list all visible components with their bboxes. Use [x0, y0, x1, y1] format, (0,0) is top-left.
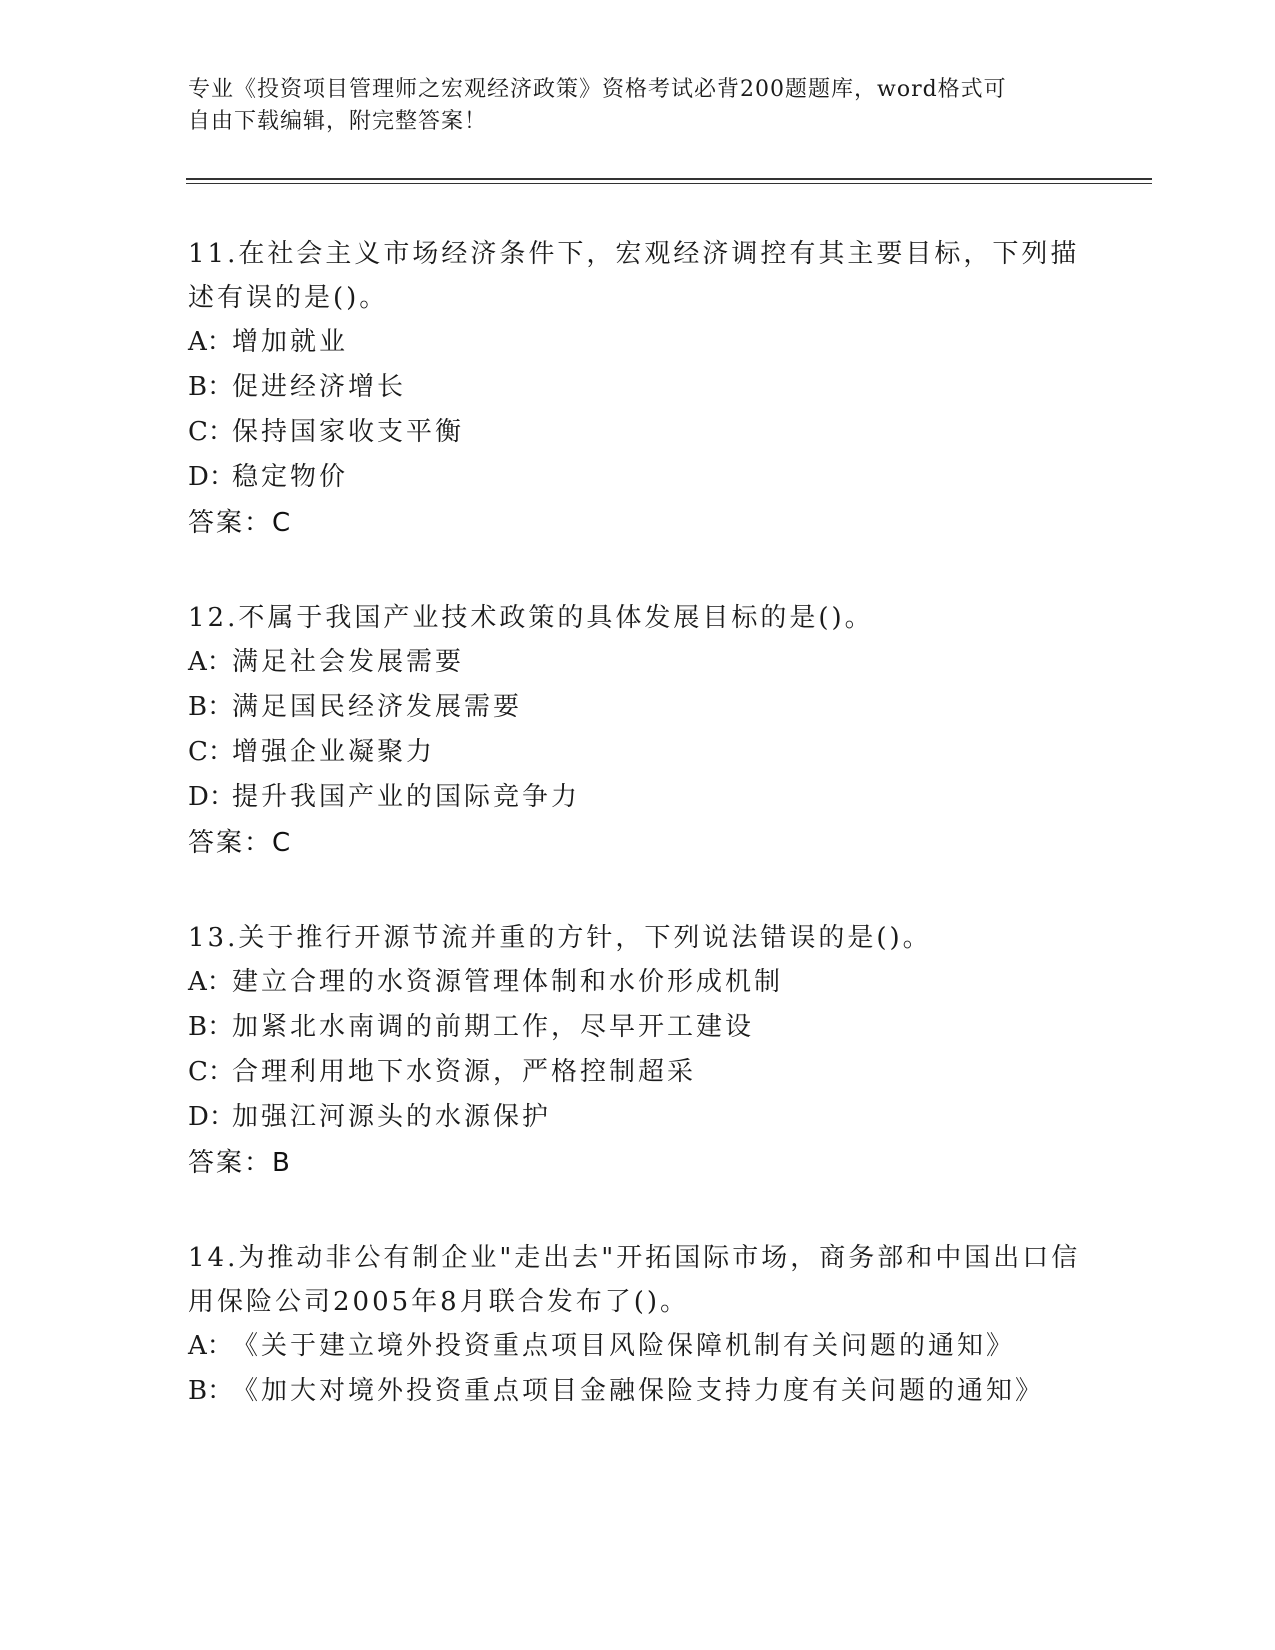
- option-d: [188, 775, 1088, 820]
- header-line-1: 专业《投资项目管理师之宏观经济政策》资格考试必背200题题库，word格式可: [188, 77, 1007, 102]
- header-line-2: 自由下载编辑，附完整答案！: [188, 109, 488, 134]
- option-c: [188, 410, 1088, 455]
- option-text: 《加大对境外投资重点项目金融保险支持力度有关问题的通知》: [232, 1376, 1045, 1406]
- option-text: 满足社会发展需要: [232, 647, 465, 677]
- option-key: C：: [188, 737, 234, 767]
- option-a: [188, 640, 1088, 685]
- option-text: 建立合理的水资源管理体制和水价形成机制: [232, 967, 784, 997]
- answer-line: [188, 820, 1088, 866]
- option-text: 《关于建立境外投资重点项目风险保障机制有关问题的通知》: [232, 1331, 1016, 1361]
- option-b: [188, 1005, 1088, 1050]
- question-text: 13.关于推行开源节流并重的方针，下列说法错误的是()。: [188, 923, 932, 953]
- option-text: 加紧北水南调的前期工作，尽早开工建设: [232, 1012, 755, 1042]
- answer-line: [188, 500, 1088, 546]
- option-a: [188, 320, 1088, 365]
- question-12: [188, 596, 1088, 866]
- question-text: 11.在社会主义市场经济条件下，宏观经济调控有其主要目标，下列描述有误的是()。: [188, 239, 1080, 313]
- answer-label: 答案：: [188, 508, 273, 538]
- option-text: 增加就业: [232, 327, 349, 357]
- option-key: A：: [188, 967, 233, 997]
- option-key: B：: [188, 1012, 234, 1042]
- header-divider-thin: [186, 183, 1152, 184]
- option-key: D：: [188, 782, 235, 812]
- option-d: [188, 455, 1088, 500]
- question-11: [188, 232, 1088, 546]
- answer-label: 答案：: [188, 1148, 273, 1178]
- answer-value: B: [272, 1148, 292, 1178]
- option-key: B：: [188, 1376, 234, 1406]
- option-c: [188, 730, 1088, 775]
- answer-value: C: [272, 508, 293, 538]
- option-key: C：: [188, 417, 234, 447]
- answer-line: [188, 1140, 1088, 1186]
- option-b: [188, 365, 1088, 410]
- option-b: [188, 1369, 1088, 1414]
- option-c: [188, 1050, 1088, 1095]
- option-key: B：: [188, 692, 234, 722]
- document-header: [188, 74, 1068, 138]
- option-key: D：: [188, 462, 235, 492]
- option-text: 保持国家收支平衡: [232, 417, 465, 447]
- header-divider-thick: [186, 178, 1152, 180]
- option-a: [188, 1324, 1088, 1369]
- option-key: A：: [188, 327, 233, 357]
- option-text: 满足国民经济发展需要: [232, 692, 523, 722]
- option-key: D：: [188, 1102, 235, 1132]
- option-text: 促进经济增长: [232, 372, 407, 402]
- question-text: 12.不属于我国产业技术政策的具体发展目标的是()。: [188, 603, 874, 633]
- option-key: A：: [188, 1331, 233, 1361]
- option-d: [188, 1095, 1088, 1140]
- option-text: 稳定物价: [232, 462, 349, 492]
- option-a: [188, 960, 1088, 1005]
- question-13: [188, 916, 1088, 1186]
- question-list: [188, 232, 1088, 1464]
- option-key: C：: [188, 1057, 234, 1087]
- option-text: 增强企业凝聚力: [232, 737, 436, 767]
- question-14: [188, 1236, 1088, 1414]
- answer-label: 答案：: [188, 828, 273, 858]
- option-text: 提升我国产业的国际竞争力: [232, 782, 581, 812]
- option-key: A：: [188, 647, 233, 677]
- question-text: 14.为推动非公有制企业"走出去"开拓国际市场，商务部和中国出口信用保险公司2005年8月联合发布了()。: [188, 1243, 1081, 1317]
- option-key: B：: [188, 372, 234, 402]
- answer-value: C: [272, 828, 293, 858]
- option-b: [188, 685, 1088, 730]
- option-text: 合理利用地下水资源，严格控制超采: [232, 1057, 697, 1087]
- option-text: 加强江河源头的水源保护: [232, 1102, 552, 1132]
